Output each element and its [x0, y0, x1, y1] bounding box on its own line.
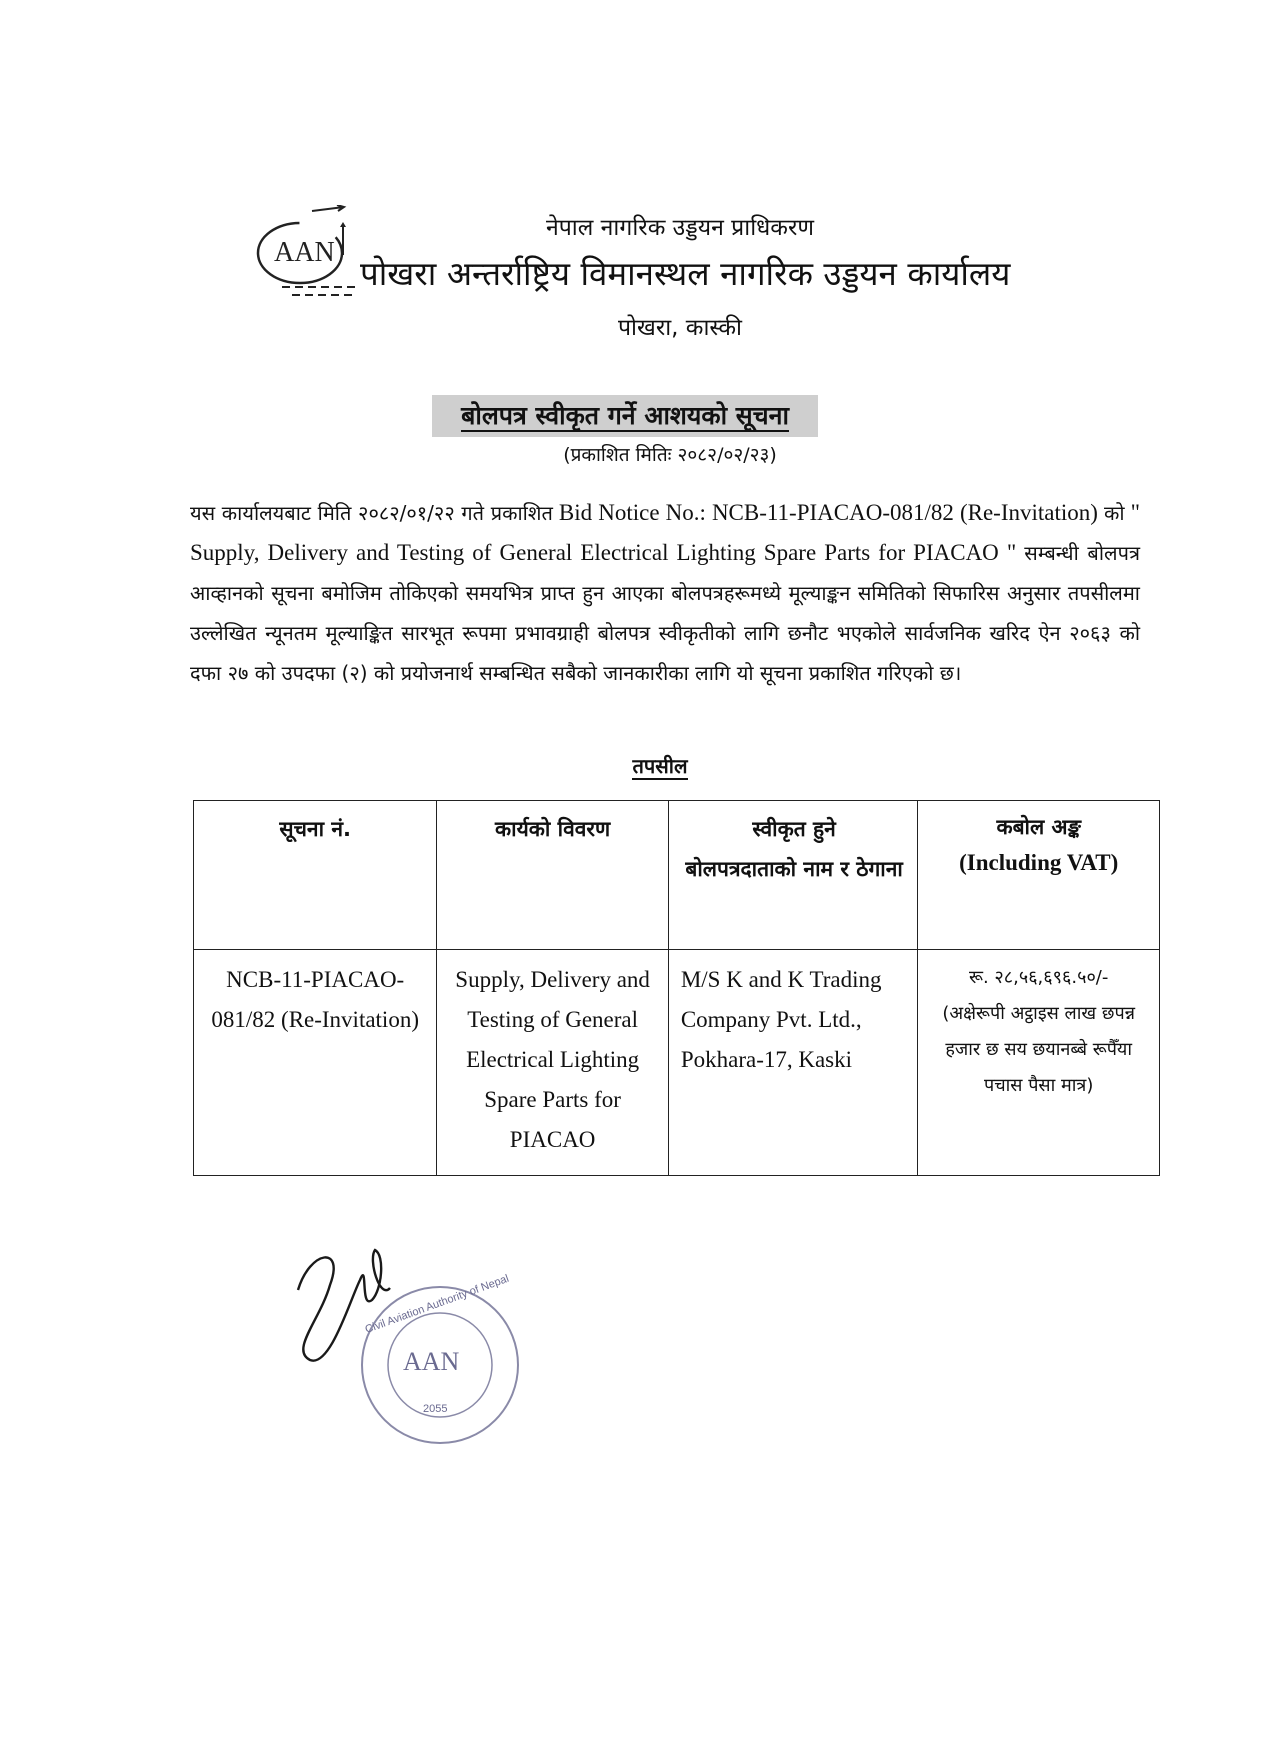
body-text-3: को: [1103, 501, 1125, 525]
cell-amount: [918, 950, 1160, 1176]
amount-words: (अक्षेरूपी अट्ठाइस लाख छपन्न हजार छ सय छयानब्बे रूपैँया पचास पैसा मात्र): [942, 1003, 1135, 1096]
cell-description: Supply, Delivery and Testing of General Electrical Lighting Spare Parts for PIACAO: [437, 950, 668, 1176]
header-amount-line1: कबोल अङ्क: [996, 815, 1081, 839]
header-notice-no: [194, 801, 437, 950]
body-text-5: सम्बन्धी बोलपत्र आव्हानको सूचना बमोजिम तोकिएको समयभित्र प्राप्त हुन आएका बोलपत्रहरूमध्ये मूल्याङ्कन समितिको सिफारिस अनुसार तपसीलमा उल्लेखित न्यूनतम मूल्याङ्कित सारभूत रूपमा प्रभावग्राही बोलपत्र स्वीकृतीको लागि छनौट भएकोले सार्वजनिक खरिद ऐन २०६३ को दफा २७ को उपदफा (२) को प्रयोजनार्थ सम्बन्धित सबैको जानकारीका लागि यो सूचना प्रकाशित गरिएको छ।: [190, 541, 1140, 685]
header-amount: [918, 801, 1160, 950]
notice-title-text: बोलपत्र स्वीकृत गर्ने आशयको सूचना: [461, 401, 789, 430]
header-bidder: [668, 801, 918, 950]
header-amount-line2: (Including VAT): [959, 850, 1119, 875]
table-header-row: [194, 801, 1160, 950]
authority-name: नेपाल नागरिक उड्डयन प्राधिकरण: [545, 215, 815, 241]
official-seal-icon: [290, 1240, 530, 1450]
notice-title: [432, 395, 818, 437]
svg-text:AAN: AAN: [274, 237, 335, 268]
table-row: [194, 950, 1160, 1176]
svg-text:AAN: AAN: [403, 1347, 460, 1376]
details-heading: [580, 752, 740, 779]
header-bidder-line2: बोलपत्रदाताको नाम र ठेगाना: [685, 857, 903, 881]
details-heading-text: तपसील: [632, 754, 688, 778]
published-date: (प्रकाशित मितिः २०८२/०२/२३): [563, 444, 777, 466]
office-location: पोखरा, कास्की: [617, 315, 742, 341]
signature-icon: [298, 1250, 390, 1361]
header-description-text: कार्यको विवरण: [495, 817, 611, 841]
cell-bidder: M/S K and K Trading Company Pvt. Ltd., Pokhara-17, Kaski: [668, 950, 918, 1176]
header-description: [437, 801, 668, 950]
details-table: [193, 800, 1160, 1176]
seal-year: 2055: [423, 1403, 448, 1415]
header-notice-no-text: सूचना नं.: [279, 817, 351, 841]
cell-notice-no: NCB-11-PIACAO-081/82 (Re-Invitation): [194, 950, 437, 1176]
body-text-4: " Supply, Delivery and Testing of General Electrical Lighting Spare Parts for PIACAO ": [190, 500, 1140, 565]
aan-logo-icon: [252, 205, 362, 305]
body-text-1: यस कार्यालयबाट मिति २०८२/०१/२२ गते प्रकाशित: [190, 501, 553, 525]
office-name: पोखरा अन्तर्राष्ट्रिय विमानस्थल नागरिक उड्डयन कार्यालय: [360, 254, 1011, 293]
amount-figure: रू. २८,५६,६९६.५०/-: [968, 967, 1109, 988]
header-bidder-line1: स्वीकृत हुने: [752, 817, 836, 841]
body-text-2: Bid Notice No.: NCB-11-PIACAO-081/82 (Re-Invitation): [552, 500, 1104, 525]
notice-body: [190, 493, 1140, 693]
seal-text: Civil Aviation Authority of Nepal: [363, 1272, 511, 1336]
